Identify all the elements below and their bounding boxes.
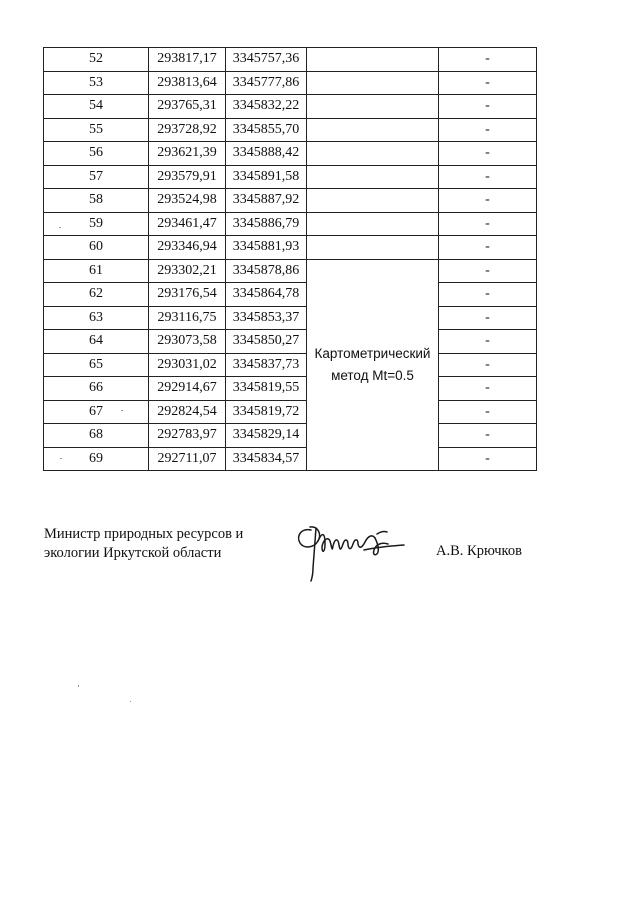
x-coordinate-cell: 293524,98 <box>149 189 226 213</box>
point-number-cell: 53 <box>44 71 149 95</box>
dash-cell: - <box>439 259 537 283</box>
y-coordinate-cell: 3345886,79 <box>226 212 307 236</box>
table-row <box>44 48 537 72</box>
dash-cell: - <box>439 95 537 119</box>
method-merged-cell <box>307 259 439 471</box>
table-row <box>44 400 537 424</box>
y-coordinate-cell: 3345891,58 <box>226 165 307 189</box>
scan-speck <box>121 410 123 411</box>
dash-cell: - <box>439 71 537 95</box>
x-coordinate-cell: 292711,07 <box>149 447 226 471</box>
signatory-name: А.В. Крючков <box>436 543 522 559</box>
minister-title-line-1: Министр природных ресурсов и <box>44 526 244 542</box>
y-coordinate-cell: 3345855,70 <box>226 118 307 142</box>
x-coordinate-cell: 293116,75 <box>149 306 226 330</box>
table-row <box>44 447 537 471</box>
scan-speck <box>59 227 61 228</box>
x-coordinate-cell: 293765,31 <box>149 95 226 119</box>
point-number-cell: 56 <box>44 142 149 166</box>
dash-cell: - <box>439 118 537 142</box>
point-number-cell: 61 <box>44 259 149 283</box>
x-coordinate-cell: 293728,92 <box>149 118 226 142</box>
point-number-cell: 59 <box>44 212 149 236</box>
x-coordinate-cell: 293031,02 <box>149 353 226 377</box>
y-coordinate-cell: 3345837,73 <box>226 353 307 377</box>
method-cell <box>307 142 439 166</box>
y-coordinate-cell: 3345757,36 <box>226 48 307 72</box>
dash-cell: - <box>439 377 537 401</box>
point-number-cell: 57 <box>44 165 149 189</box>
table-row <box>44 118 537 142</box>
method-cell <box>307 95 439 119</box>
point-number-cell: 64 <box>44 330 149 354</box>
x-coordinate-cell: 293579,91 <box>149 165 226 189</box>
table-row <box>44 424 537 448</box>
method-cell <box>307 165 439 189</box>
point-number-cell: 67 <box>44 400 149 424</box>
y-coordinate-cell: 3345853,37 <box>226 306 307 330</box>
y-coordinate-cell: 3345832,22 <box>226 95 307 119</box>
dash-cell: - <box>439 353 537 377</box>
dash-cell: - <box>439 283 537 307</box>
dash-cell: - <box>439 306 537 330</box>
point-number-cell: 52 <box>44 48 149 72</box>
method-cell <box>307 71 439 95</box>
point-number-cell: 62 <box>44 283 149 307</box>
point-number-cell: 65 <box>44 353 149 377</box>
x-coordinate-cell: 292824,54 <box>149 400 226 424</box>
table-row <box>44 330 537 354</box>
dash-cell: - <box>439 447 537 471</box>
table-row <box>44 212 537 236</box>
table-row <box>44 189 537 213</box>
method-cell <box>307 236 439 260</box>
x-coordinate-cell: 293621,39 <box>149 142 226 166</box>
table-row <box>44 71 537 95</box>
method-cell <box>307 118 439 142</box>
scan-speck <box>60 458 62 459</box>
x-coordinate-cell: 293176,54 <box>149 283 226 307</box>
y-coordinate-cell: 3345887,92 <box>226 189 307 213</box>
dash-cell: - <box>439 165 537 189</box>
x-coordinate-cell: 293073,58 <box>149 330 226 354</box>
dash-cell: - <box>439 212 537 236</box>
dash-cell: - <box>439 424 537 448</box>
y-coordinate-cell: 3345850,27 <box>226 330 307 354</box>
scan-speck <box>78 685 79 687</box>
y-coordinate-cell: 3345819,55 <box>226 377 307 401</box>
dash-cell: - <box>439 236 537 260</box>
x-coordinate-cell: 293813,64 <box>149 71 226 95</box>
table-row <box>44 283 537 307</box>
table-row <box>44 306 537 330</box>
method-cell <box>307 212 439 236</box>
x-coordinate-cell: 292914,67 <box>149 377 226 401</box>
table-row <box>44 353 537 377</box>
y-coordinate-cell: 3345864,78 <box>226 283 307 307</box>
y-coordinate-cell: 3345878,86 <box>226 259 307 283</box>
table-row <box>44 165 537 189</box>
table-row <box>44 377 537 401</box>
x-coordinate-cell: 293461,47 <box>149 212 226 236</box>
table-row <box>44 259 537 283</box>
point-number-cell: 63 <box>44 306 149 330</box>
point-number-cell: 58 <box>44 189 149 213</box>
handwritten-signature <box>292 514 410 582</box>
method-cell <box>307 189 439 213</box>
scan-speck <box>130 701 131 702</box>
x-coordinate-cell: 293817,17 <box>149 48 226 72</box>
point-number-cell: 55 <box>44 118 149 142</box>
y-coordinate-cell: 3345888,42 <box>226 142 307 166</box>
point-number-cell: 66 <box>44 377 149 401</box>
dash-cell: - <box>439 400 537 424</box>
x-coordinate-cell: 293302,21 <box>149 259 226 283</box>
method-line-2: метод Mt=0.5 <box>331 367 414 383</box>
point-number-cell: 68 <box>44 424 149 448</box>
x-coordinate-cell: 292783,97 <box>149 424 226 448</box>
y-coordinate-cell: 3345819,72 <box>226 400 307 424</box>
y-coordinate-cell: 3345881,93 <box>226 236 307 260</box>
coordinates-table <box>43 47 537 471</box>
y-coordinate-cell: 3345829,14 <box>226 424 307 448</box>
point-number-cell: 60 <box>44 236 149 260</box>
dash-cell: - <box>439 48 537 72</box>
dash-cell: - <box>439 330 537 354</box>
point-number-cell: 54 <box>44 95 149 119</box>
minister-title-line-2: экологии Иркутской области <box>44 545 222 561</box>
y-coordinate-cell: 3345834,57 <box>226 447 307 471</box>
dash-cell: - <box>439 189 537 213</box>
minister-title <box>44 525 243 563</box>
coordinates-table-body <box>44 48 537 471</box>
table-row <box>44 236 537 260</box>
x-coordinate-cell: 293346,94 <box>149 236 226 260</box>
y-coordinate-cell: 3345777,86 <box>226 71 307 95</box>
dash-cell: - <box>439 142 537 166</box>
method-line-1: Картометрический <box>314 345 431 361</box>
table-row <box>44 142 537 166</box>
method-cell <box>307 48 439 72</box>
point-number-cell: 69 <box>44 447 149 471</box>
table-row <box>44 95 537 119</box>
